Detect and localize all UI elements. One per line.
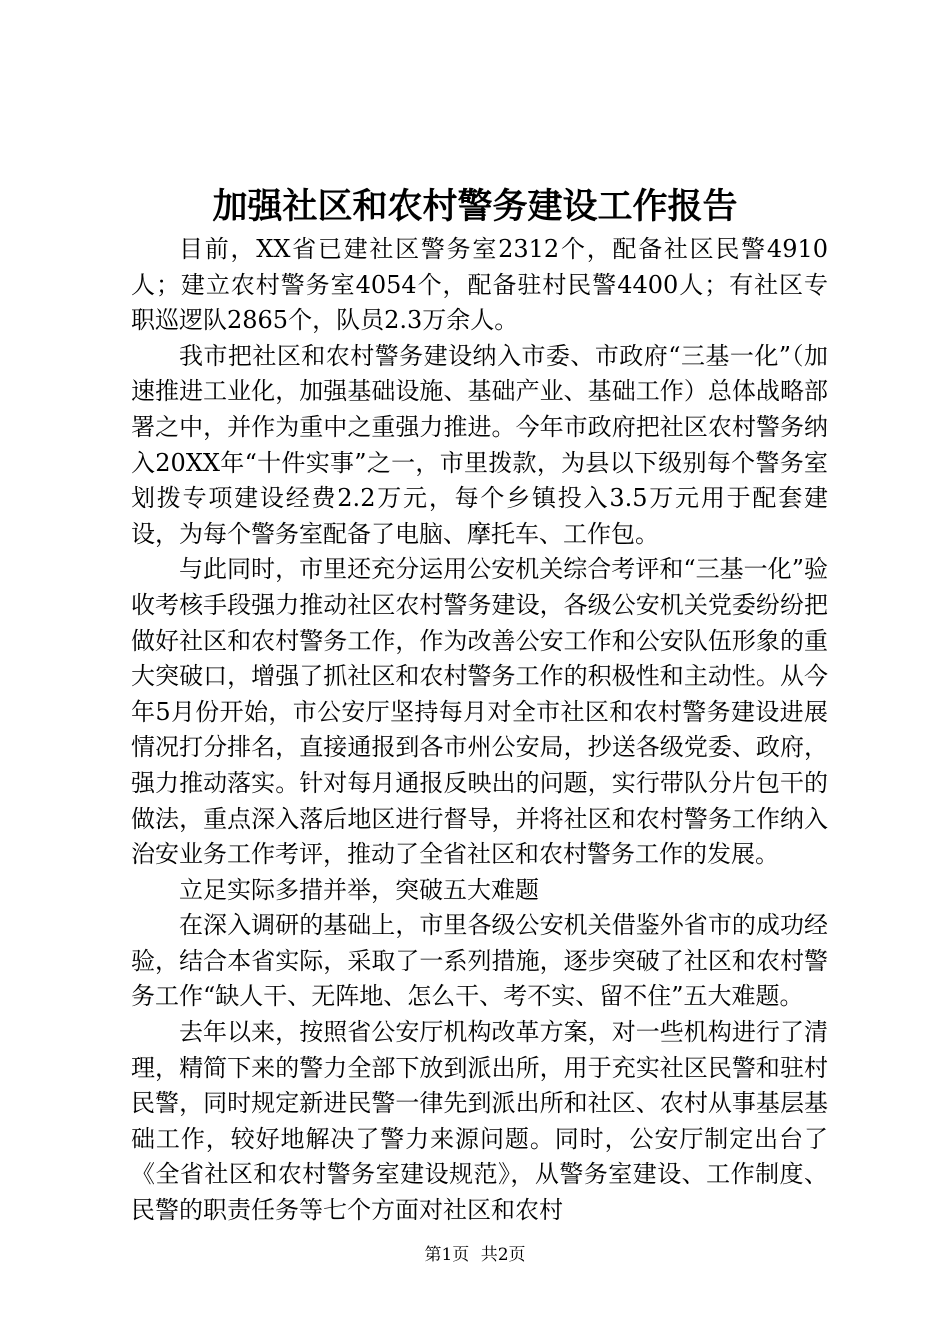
paragraph: 我市把社区和农村警务建设纳入市委、市政府“三基一化”（加速推进工业化，加强基础设施、基础产业、基础工作）总体战略部署之中，并作为重中之重强力推进。今年市政府把社区农村警务纳入20XX年“十件实事”之一，市里拨款，为县以下级别每个警务室划拨专项建设经费2.2万元，每个乡镇投入3.5万元用于配套建设，为每个警务室配备了电脑、摩托车、工作包。 [131, 341, 828, 548]
paragraph: 与此同时，市里还充分运用公安机关综合考评和“三基一化”验收考核手段强力推动社区农村警务建设，各级公安机关党委纷纷把做好社区和农村警务工作，作为改善公安工作和公安队伍形象的重大突破口，增强了抓社区和农村警务工作的积极性和主动性。从今年5月份开始，市公安厅坚持每月对全市社区和农村警务建设进展情况打分排名，直接通报到各市州公安局，抄送各级党委、政府，强力推动落实。针对每月通报反映出的问题，实行带队分片包干的做法，重点深入落后地区进行督导，并将社区和农村警务工作纳入治安业务工作考评，推动了全省社区和农村警务工作的发展。 [131, 555, 828, 869]
page-total: 共2页 [480, 1245, 526, 1265]
paragraph: 在深入调研的基础上，市里各级公安机关借鉴外省市的成功经验，结合本省实际，采取了一系列措施，逐步突破了社区和农村警务工作“缺人干、无阵地、怎么干、考不实、留不住”五大难题。 [131, 911, 828, 1011]
document-title: 加强社区和农村警务建设工作报告 [212, 186, 738, 227]
page-number: 第1页 [424, 1245, 470, 1265]
document-body [131, 232, 828, 1229]
paragraph: 去年以来，按照省公安厅机构改革方案，对一些机构进行了清理，精简下来的警力全部下放到派出所，用于充实社区民警和驻村民警，同时规定新进民警一律先到派出所和社区、农村从事基层基础工作，较好地解决了警力来源问题。同时，公安厅制定出台了《全省社区和农村警务室建设规范》，从警务室建设、工作制度、民警的职责任务等七个方面对社区和农村 [131, 1018, 828, 1225]
paragraph: 目前，XX省已建社区警务室2312个，配备社区民警4910人；建立农村警务室4054个，配备驻村民警4400人；有社区专职巡逻队2865个，队员2.3万余人。 [131, 235, 828, 335]
section-heading: 立足实际多措并举，突破五大难题 [179, 875, 539, 904]
page-footer [0, 1243, 950, 1267]
